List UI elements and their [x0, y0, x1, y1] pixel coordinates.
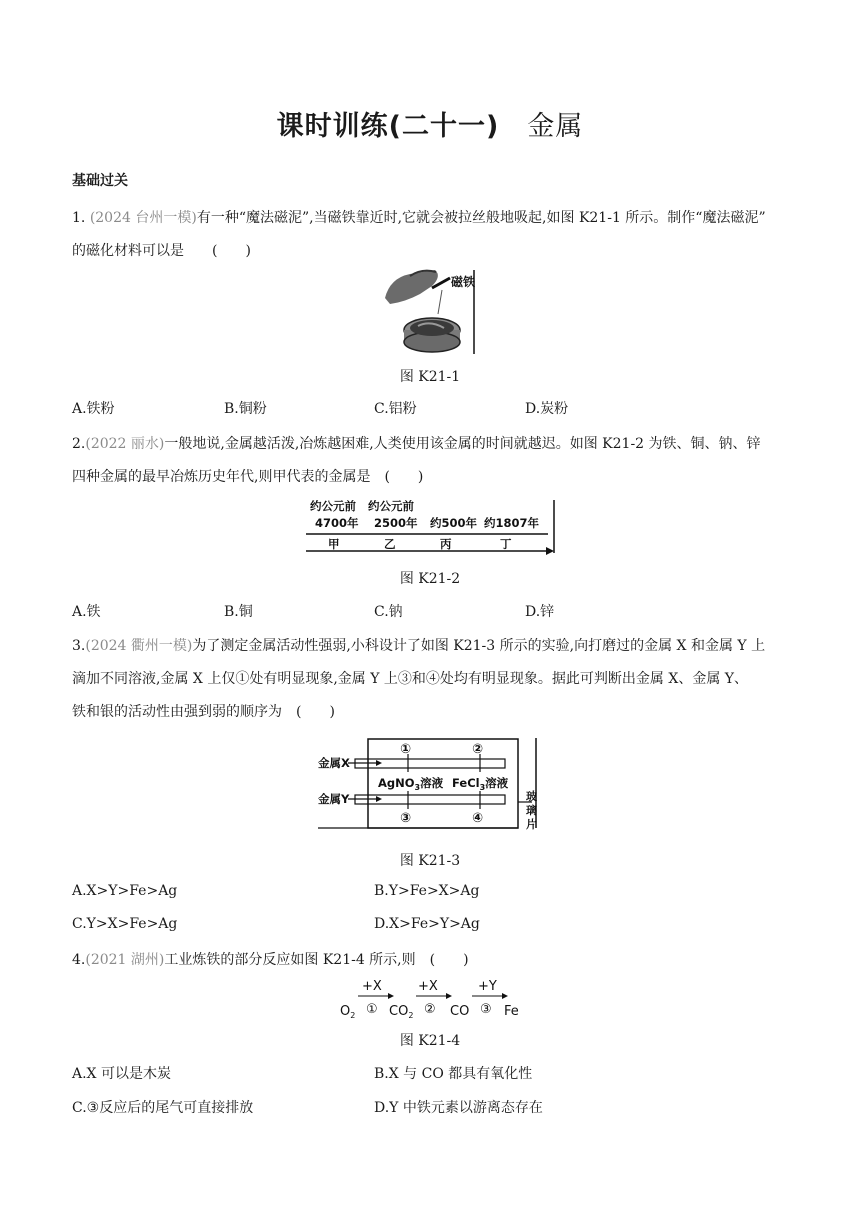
timeline-name-2: 乙 — [384, 537, 396, 551]
step-1: ① — [366, 1002, 378, 1017]
question-4 — [72, 944, 792, 977]
q1-option-b: B.铜粉 — [224, 401, 267, 417]
figure-k21-3-caption: 图 K21-3 — [399, 853, 461, 869]
question-source: (2021 湖州) — [85, 952, 165, 968]
figure-k21-1-caption: 图 K21-1 — [399, 369, 461, 385]
question-1-line1: 1. (2024 台州一模)有一种“魔法磁泥”,当磁铁靠近时,它就会被拉丝般地吸起,如图 K21-1 所示。制作“魔法磁泥” — [72, 210, 766, 226]
title-main: 课时训练(二十一) — [276, 111, 500, 142]
metal-y-label: 金属Y — [318, 792, 350, 806]
title-sub: 金属 — [527, 111, 584, 142]
timeline-year-1: 4700年 — [315, 516, 359, 530]
question-2-line1: 2.(2022 丽水)一般地说,金属越活泼,冶炼越困难,人类使用该金属的时间就越迟。如图 K21-2 为铁、铜、钠、锌 — [72, 436, 761, 452]
q1-option-d: D.炭粉 — [525, 401, 569, 417]
mark-2: ② — [472, 742, 484, 757]
question-3-line2: 滴加不同溶液,金属 X 上仅①处有明显现象,金属 Y 上③和④处均有明显现象。据此可判断出金属 X、金属 Y、 — [72, 671, 749, 687]
q3-option-a: A.X>Y>Fe>Ag — [72, 883, 178, 899]
reagent-x-1: +X — [362, 979, 382, 994]
timeline-year-2: 2500年 — [374, 516, 418, 530]
species-co2: $CO_2$ — [389, 1004, 414, 1020]
figure-k21-4-caption: 图 K21-4 — [399, 1033, 461, 1049]
mark-3: ③ — [400, 811, 412, 826]
figure-k21-2-timeline — [300, 496, 560, 556]
species-o2: $O_2$ — [340, 1004, 356, 1020]
figure-k21-1-image — [380, 268, 480, 356]
q4-option-b: B.X 与 CO 都具有氧化性 — [374, 1066, 533, 1082]
q4-option-a: A.X 可以是木炭 — [72, 1066, 171, 1082]
question-source: (2024 衢州一模) — [85, 638, 193, 654]
mark-1: ① — [400, 742, 412, 757]
question-4-line1: 4.(2021 湖州)工业炼铁的部分反应如图 K21-4 所示,则 ( ) — [72, 952, 469, 968]
timeline-name-3: 丙 — [440, 537, 452, 551]
step-2: ② — [424, 1002, 436, 1017]
q2-option-a: A.铁 — [72, 604, 101, 620]
species-fe: Fe — [504, 1004, 519, 1019]
figure-k21-2-caption: 图 K21-2 — [399, 571, 461, 587]
glass-label-2: 璃 — [526, 804, 537, 817]
page-title — [0, 104, 860, 143]
solution-fecl3: FeCl$_3$溶液 — [452, 776, 509, 792]
question-3-line1: 3.(2024 衢州一模)为了测定金属活动性强弱,小科设计了如图 K21-3 所示的实验,向打磨过的金属 X 和金属 Y 上 — [72, 638, 766, 654]
timeline-top-label-1: 约公元前 — [310, 499, 356, 513]
q1-option-a: A.铁粉 — [72, 401, 115, 417]
solution-agno3: AgNO$_3$溶液 — [378, 776, 444, 792]
question-source: (2022 丽水) — [85, 436, 165, 452]
q3-option-c: C.Y>X>Fe>Ag — [72, 916, 178, 932]
mark-4: ④ — [472, 811, 484, 826]
species-co: CO — [450, 1004, 470, 1019]
question-3 — [72, 630, 792, 729]
timeline-name-4: 丁 — [500, 537, 512, 551]
q2-option-b: B.铜 — [224, 604, 253, 620]
question-1-line2: 的磁化材料可以是 ( ) — [72, 243, 251, 259]
figure-k21-3-experiment — [318, 736, 542, 834]
question-1 — [72, 202, 792, 268]
q2-option-c: C.钠 — [374, 604, 403, 620]
q2-option-d: D.锌 — [525, 604, 555, 620]
question-3-line3: 铁和银的活动性由强到弱的顺序为 ( ) — [72, 704, 335, 720]
question-source: (2024 台州一模) — [89, 210, 197, 226]
step-3: ③ — [480, 1002, 492, 1017]
q4-option-d: D.Y 中铁元素以游离态存在 — [374, 1100, 543, 1116]
timeline-year-4: 约1807年 — [484, 516, 540, 530]
glass-label-1: 玻 — [526, 790, 537, 803]
q4-option-c: C.③反应后的尾气可直接排放 — [72, 1100, 254, 1116]
question-2 — [72, 428, 792, 494]
q3-option-d: D.X>Fe>Y>Ag — [374, 916, 480, 932]
magnet-label: 磁铁 — [451, 275, 476, 289]
reagent-y: +Y — [478, 979, 497, 994]
figure-k21-4-reaction — [334, 974, 534, 1024]
timeline-year-3: 约500年 — [430, 516, 478, 530]
reagent-x-2: +X — [418, 979, 438, 994]
q1-option-c: C.铝粉 — [374, 401, 417, 417]
question-2-line2: 四种金属的最早冶炼历史年代,则甲代表的金属是 ( ) — [72, 469, 424, 485]
q3-option-b: B.Y>Fe>X>Ag — [374, 883, 480, 899]
glass-label-3: 片 — [526, 818, 537, 831]
metal-x-label: 金属X — [318, 756, 350, 770]
timeline-name-1: 甲 — [328, 537, 340, 551]
timeline-top-label-2: 约公元前 — [368, 499, 414, 513]
section-heading: 基础过关 — [72, 173, 128, 189]
